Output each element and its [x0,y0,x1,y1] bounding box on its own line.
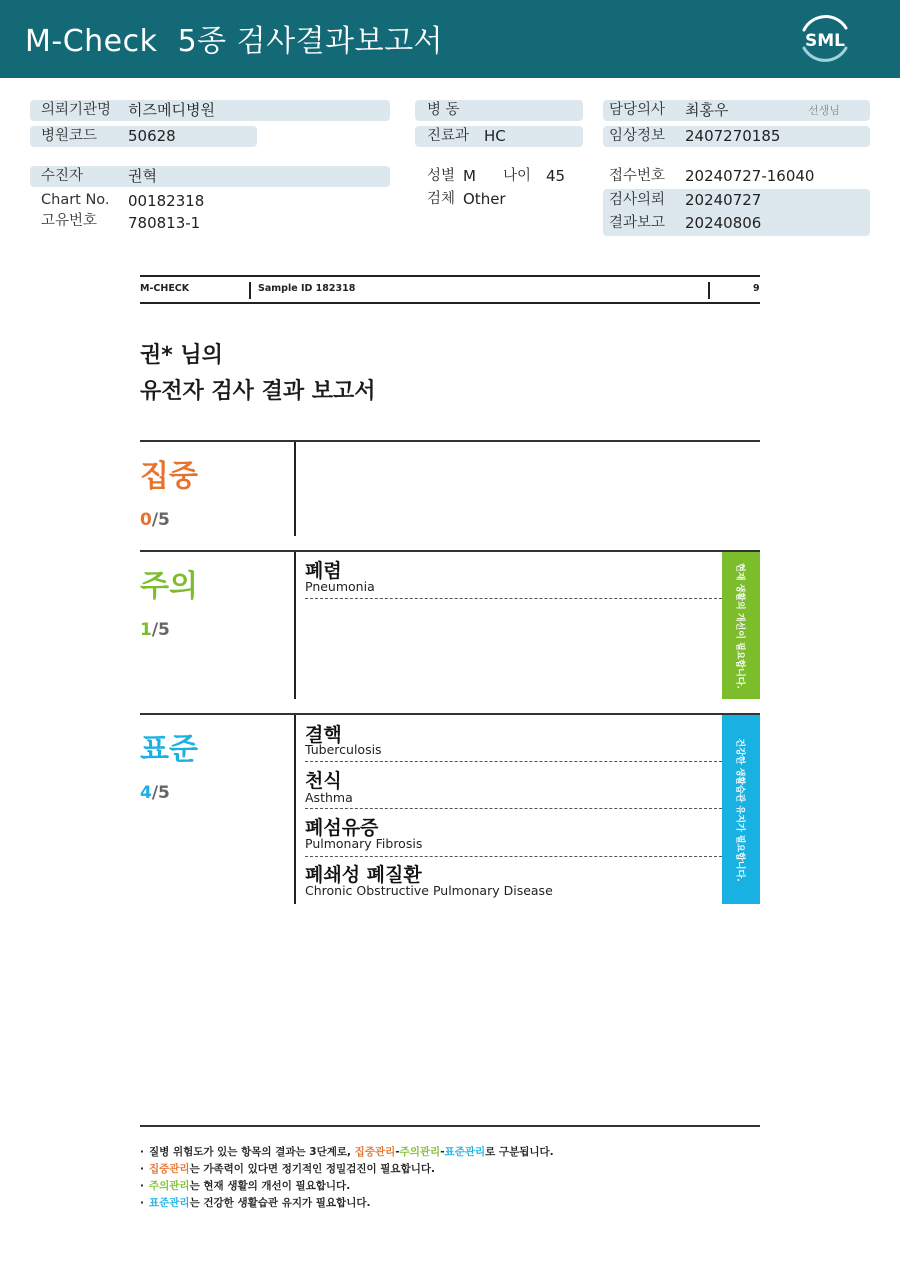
header-divider [249,282,251,299]
doctor-value: 최홍우 [685,101,729,119]
report-top-rule [140,275,760,277]
item-separator [305,856,722,857]
item-asthma-en: Asthma [305,790,353,805]
hospital-value: 히즈메디병원 [128,101,215,119]
caution-sidebar [722,552,760,699]
caution-rule [140,550,760,552]
ward-label: 병 동 [427,102,460,118]
sample-id: Sample ID 182318 [258,283,356,294]
standard-rule [140,713,760,715]
doctor-label: 담당의사 [609,102,666,118]
patient-value: 권혁 [128,167,157,185]
clinical-label: 임상정보 [609,128,666,144]
item-separator [305,598,722,599]
standard-title: 표준 [140,732,198,767]
item-asthma-ko: 천식 [305,770,342,792]
caution-score: 1/5 [140,620,170,640]
note-levels: · 질병 위험도가 있는 항목의 결과는 3단계로, 집중관리-주의관리-표준관리로 구분됩니다. [140,1146,554,1158]
specimen-value: Other [463,190,506,208]
item-tuberculosis-ko: 결핵 [305,724,342,746]
code-label: 병원코드 [41,128,98,144]
doctor-suffix: 선생님 [808,104,840,117]
specimen-label: 검체 [427,191,456,207]
result-value: 20240806 [685,214,762,232]
focus-divider [294,442,296,536]
focus-title: 집중 [140,459,198,494]
sml-logo [796,12,854,64]
item-fibrosis-ko: 폐섬유증 [305,817,379,839]
age-label: 나이 [503,168,532,184]
report-title: M-Check 5종 검사결과보고서 [25,24,444,59]
report-brand: M-CHECK [140,283,190,294]
footer-rule [140,1125,760,1127]
note-caution: · 주의관리는 현재 생활의 개선이 필요합니다. [140,1180,351,1192]
age-value: 45 [546,167,566,185]
caution-title: 주의 [140,569,198,604]
dept-label: 진료과 [427,128,470,144]
standard-sidebar [722,715,760,904]
item-tuberculosis-en: Tuberculosis [305,742,382,757]
greeting-name: 권* 님의 [140,343,223,368]
uid-label: 고유번호 [41,213,98,229]
standard-side-text: 건강한 생활습관 유지가 필요합니다. [734,737,745,882]
dept-value: HC [484,127,506,145]
header-bar [0,0,900,78]
logo-text: SML [805,31,845,51]
request-label: 검사의뢰 [609,192,666,208]
item-separator [305,761,722,762]
result-label: 결과보고 [609,215,666,231]
caution-divider [294,552,296,699]
item-pneumonia-en: Pneumonia [305,579,375,594]
caution-side-text: 현재 생활의 개선이 필요합니다. [734,562,745,689]
greeting-title: 유전자 검사 결과 보고서 [140,379,376,404]
item-pneumonia-ko: 폐렴 [305,560,342,582]
item-copd-en: Chronic Obstructive Pulmonary Disease [305,883,553,898]
request-value: 20240727 [685,191,762,209]
standard-score: 4/5 [140,783,170,803]
accession-value: 20240727-16040 [685,167,815,185]
chart-value: 00182318 [128,192,205,210]
focus-rule [140,440,760,442]
accession-label: 접수번호 [609,168,666,184]
standard-divider [294,715,296,904]
code-value: 50628 [128,127,176,145]
sex-label: 성별 [427,168,456,184]
note-standard: · 표준관리는 건강한 생활습관 유지가 필요합니다. [140,1197,371,1209]
clinical-value: 2407270185 [685,127,781,145]
header-divider [708,282,710,299]
report-header-rule [140,302,760,304]
item-copd-ko: 폐쇄성 폐질환 [305,864,422,886]
chart-label: Chart No. [41,192,110,208]
sex-value: M [463,167,476,185]
greeting [140,338,376,410]
note-focus: · 집중관리는 가족력이 있다면 정기적인 정밀검진이 필요합니다. [140,1163,435,1175]
patient-label: 수진자 [41,168,84,184]
page-number: 9 [753,283,760,294]
pill-patient [30,166,390,187]
focus-score: 0/5 [140,510,170,530]
item-fibrosis-en: Pulmonary Fibrosis [305,836,423,851]
uid-value: 780813-1 [128,214,201,232]
hospital-label: 의뢰기관명 [41,102,112,118]
item-separator [305,808,722,809]
